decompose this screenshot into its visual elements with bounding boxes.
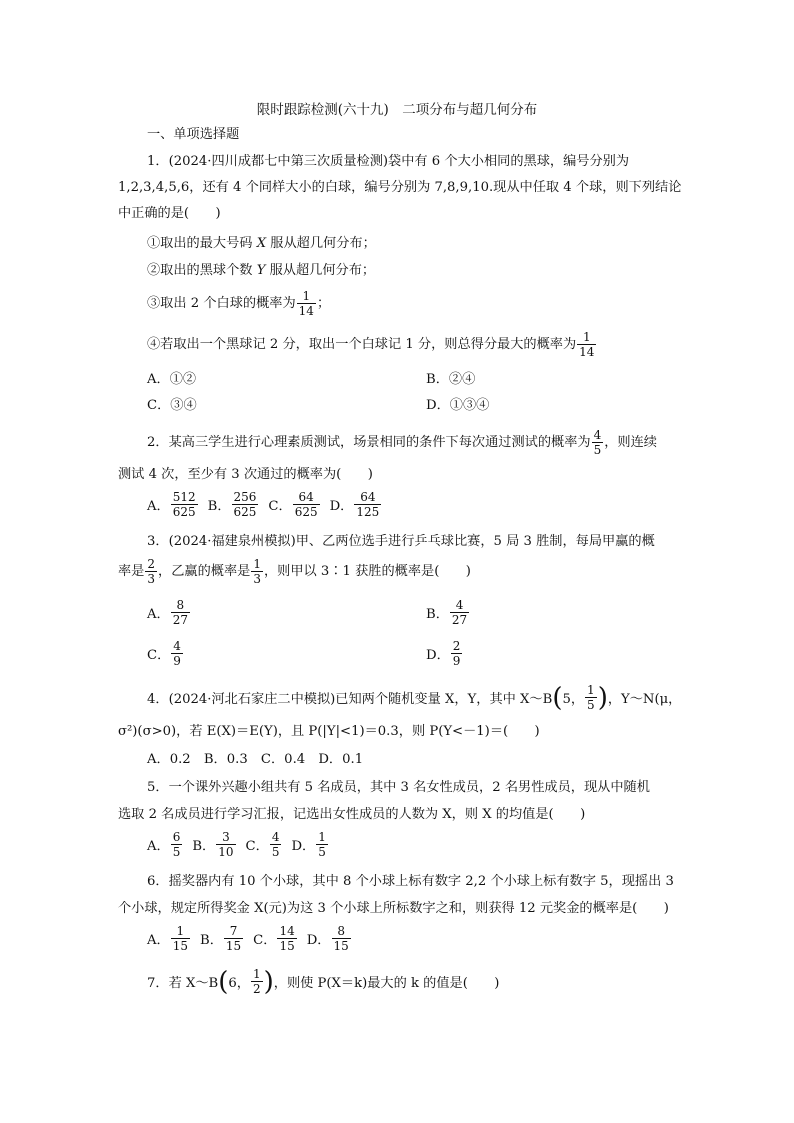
fraction: $\frac{1}{14}$ [298,289,314,318]
q6-option-d: D． $\frac{8}{15}$ [306,924,349,953]
q6-line-2: 个小球，规定所得奖金 X(元)为这 3 个小球上所标数字之和，则获得 12 元奖金的概率是( ) [118,901,669,916]
q5-line-1: 5．一个课外兴趣小组共有 5 名成员，其中 3 名女性成员，2 名男性成员，现从中随机 [147,780,650,795]
q1-line-2: 1,2,3,4,5,6，还有 4 个同样大小的白球，编号分别为 7,8,9,10.现从中任取 4 个球，则下列结论 [118,180,682,195]
q7-line: 7．若 X～B ( 6， $\frac{1}{2}$ ) ，则使 P(X＝k)最大的 k 的值是( ) [147,966,500,997]
q4-line-2: σ²)(σ>0)，若 E(X)＝E(Y)，且 P(|Y|<1)＝0.3，则 P(Y<－1)＝( ) [118,724,540,739]
q2-line-1: 2．某高三学生进行心理素质测试，场景相同的条件下每次通过测试的概率为 $\frac{4}{5}$ ，则连续 [147,428,657,457]
q4-options: A．0.2 B．0.3 C．0.4 D．0.1 [147,752,364,767]
q1-statement-3: ③取出 2 个白球的概率为 $\frac{1}{14}$ ； [147,289,331,318]
q3-option-c: C． $\frac{4}{9}$ [147,639,181,668]
q2-options [147,490,391,519]
q1-statement-1: ①取出的最大号码 X 服从超几何分布； [147,236,376,251]
fraction: $\frac{4}{5}$ [593,428,602,457]
fraction: $\frac{1}{14}$ [579,330,595,359]
q1-statement-2: ②取出的黑球个数 Y 服从超几何分布； [147,263,376,278]
page-title: 限时跟踪检测(六十九) 二项分布与超几何分布 [256,102,538,118]
q6-option-c: C． $\frac{14}{15}$ [253,924,295,953]
q3-line-2: 率是 $\frac{2}{3}$ ，乙赢的概率是 $\frac{1}{3}$ ，则甲以 3∶1 获胜的概率是( ) [118,557,471,586]
q2-option-d: D． $\frac{64}{125}$ [329,490,380,519]
q2-line-2: 测试 4 次，至少有 3 次通过的概率为( ) [118,467,373,482]
q5-options [147,830,338,859]
q3-option-a: A． $\frac{8}{27}$ [147,598,188,627]
q3-option-d: D． $\frac{2}{9}$ [426,639,461,668]
q1-line-1: 1．(2024·四川成都七中第三次质量检测)袋中有 6 个大小相同的黑球，编号分别为 [147,154,630,169]
q5-option-c: C． $\frac{4}{5}$ [245,830,280,859]
q1-option-c: C．③④ [147,398,197,413]
q5-option-b: B． $\frac{3}{10}$ [192,830,234,859]
q1-option-a: A．①② [147,372,197,387]
fraction: $\frac{1}{2}$ [252,967,261,996]
q6-option-b: B． $\frac{7}{15}$ [200,924,242,953]
q6-line-1: 6．摇奖器内有 10 个小球，其中 8 个小球上标有数字 2,2 个小球上标有数字 5，现摇出 3 [147,874,674,889]
q1-option-d: D．①③④ [426,398,490,413]
q2-option-c: C． $\frac{64}{625}$ [268,490,318,519]
q1-statement-4: ④若取出一个黑球记 2 分，取出一个白球记 1 分，则总得分最大的概率为 $\frac{1}{14}$ [147,330,595,359]
q5-option-d: D． $\frac{1}{5}$ [291,830,326,859]
fraction: $\frac{2}{3}$ [147,557,156,586]
section-heading: 一、单项选择题 [147,127,240,142]
q5-line-2: 选取 2 名成员进行学习汇报，记选出女性成员的人数为 X，则 X 的均值是( ) [118,807,586,822]
q3-line-1: 3．(2024·福建泉州模拟)甲、乙两位选手进行乒乓球比赛，5 局 3 胜制，每局甲赢的概 [147,534,655,549]
fraction: $\frac{1}{5}$ [587,683,595,712]
q6-option-a: A． $\frac{1}{15}$ [147,924,188,953]
q2-option-b: B． $\frac{256}{625}$ [207,490,257,519]
q4-line-1: 4．(2024·河北石家庄二中模拟)已知两个随机变量 X，Y，其中 X～B ( 5， $\frac{1}{5}$ ) ，Y～N(μ， [147,682,682,713]
q6-options [147,924,361,953]
q2-option-a: A． $\frac{512}{625}$ [147,490,196,519]
q1-line-3: 中正确的是( ) [118,206,221,221]
q5-option-a: A． $\frac{6}{5}$ [147,830,181,859]
q1-option-b: B．②④ [426,372,476,387]
q3-option-b: B． $\frac{4}{27}$ [426,598,468,627]
fraction: $\frac{1}{3}$ [253,557,261,586]
